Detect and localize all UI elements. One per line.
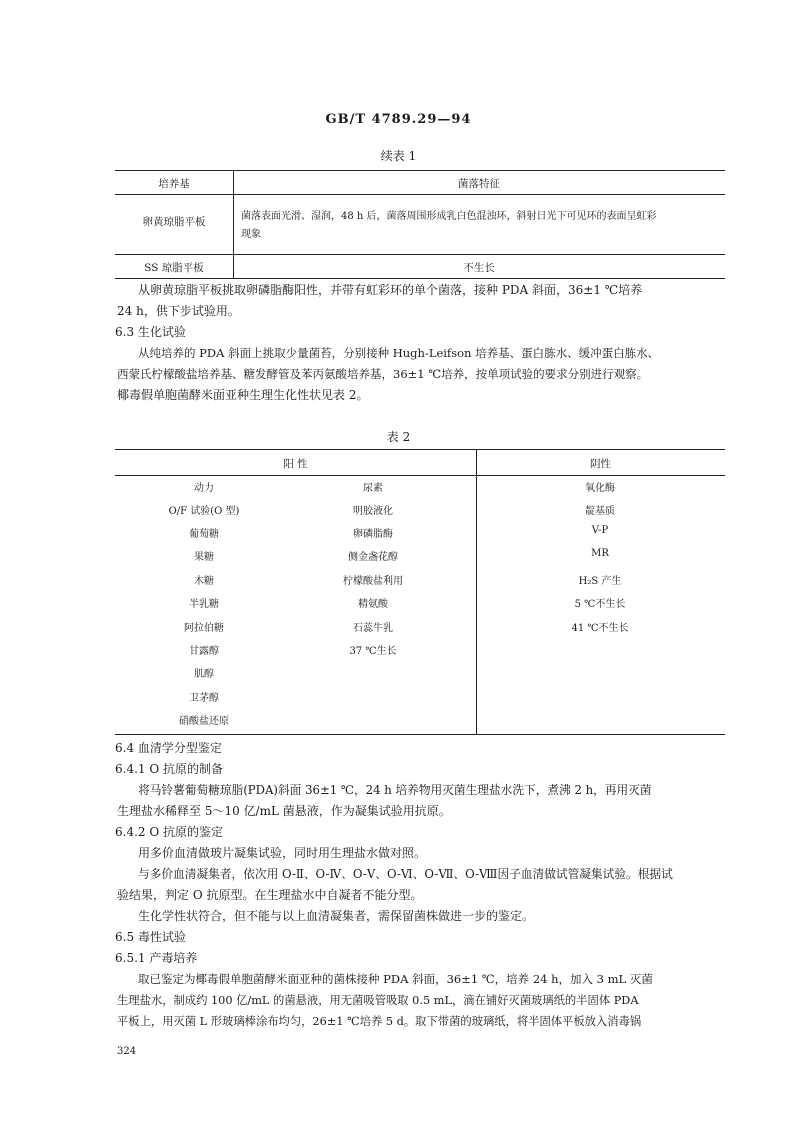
table1-row1-feature-line1: 菌落表面光滑、湿润，48 h 后，菌落周围形成乳白色混浊环，斜射日光下可见环的表面呈虹彩 — [241, 211, 657, 222]
table2-cell: H₂S 产生 — [578, 576, 622, 587]
table2-cell: 半乳糖 — [189, 599, 219, 610]
table2-cell: 37 ℃生长 — [349, 646, 397, 657]
section-6-5-1-heading: 6.5.1 产毒培养 — [115, 951, 198, 965]
standard-number-header: GB/T 4789.29—94 — [325, 112, 472, 127]
table1-header-feature: 菌落特征 — [458, 178, 500, 190]
table2-cell: 甘露醇 — [189, 646, 219, 657]
table2-cell: 木糖 — [194, 576, 214, 587]
table2-cell: 侧金盏花醇 — [348, 552, 398, 563]
section-6-4-heading: 6.4 血清学分型鉴定 — [115, 741, 222, 755]
table2-cell: 肌醇 — [194, 669, 214, 680]
table2-cell: 41 ℃不生长 — [571, 623, 629, 634]
table1-row2-medium: SS 琼脂平板 — [144, 262, 204, 274]
paragraph-line: 用多价血清做玻片凝集试验，同时用生理盐水做对照。 — [138, 846, 427, 860]
paragraph-line: 24 h，供下步试验用。 — [117, 304, 240, 318]
table1-row2-feature: 不生长 — [463, 262, 495, 274]
paragraph-line: 生化学性状符合，但不能与以上血清凝集者，需保留菌株做进一步的鉴定。 — [138, 909, 535, 923]
section-6-4-2-heading: 6.4.2 O 抗原的鉴定 — [115, 825, 224, 839]
table2-cell: 氧化酶 — [585, 483, 615, 494]
table2-bottom-rule — [115, 734, 725, 735]
paragraph-line: 将马铃薯葡萄糖琼脂(PDA)斜面 36±1 ℃，24 h 培养物用灭菌生理盐水洗下，煮沸 2 h，再用灭菌 — [138, 783, 652, 797]
table1-bottom-rule — [115, 278, 725, 279]
paragraph-line: 与多价血清凝集者，依次用 O-Ⅱ、O-Ⅳ、O-Ⅴ、O-Ⅵ、O-Ⅶ、O-Ⅷ因子血清做试管凝集试验。根据试 — [138, 867, 673, 881]
table1-row1-feature-line2: 现象 — [241, 229, 261, 240]
paragraph-line: 从卵黄琼脂平板挑取卵磷脂酶阳性，并带有虹彩环的单个菌落，接种 PDA 斜面，36±1 ℃培养 — [138, 283, 643, 297]
table2-cell: 果糖 — [194, 552, 214, 563]
paragraph-line: 验结果，判定 O 抗原型。在生理盐水中自凝者不能分型。 — [117, 888, 423, 902]
table1-caption: 续表 1 — [380, 149, 417, 163]
table2-cell: 明胶液化 — [353, 506, 393, 517]
table1-row1-medium: 卵黄琼脂平板 — [142, 216, 206, 228]
table2-cell: O/F 试验(O 型) — [168, 506, 240, 517]
table2-cell: MR — [591, 548, 609, 559]
section-6-4-1-heading: 6.4.1 O 抗原的制备 — [115, 762, 224, 776]
table2-cell: 硝酸盐还原 — [179, 716, 229, 727]
paragraph-line: 生理盐水，制成约 100 亿/mL 的菌悬液，用无菌吸管吸取 0.5 mL，滴在铺好灭菌玻璃纸的半固体 PDA — [117, 994, 639, 1007]
table2-cell: 阿拉伯糖 — [184, 623, 224, 634]
table2-cell: 石蕊牛乳 — [353, 623, 393, 634]
table2-cell: 5 ℃不生长 — [574, 599, 626, 610]
table2-cell: 卵磷脂酶 — [353, 529, 393, 540]
table1-top-rule — [115, 170, 725, 171]
table2-cell: 靛基质 — [585, 506, 615, 517]
table2-header-rule — [115, 475, 725, 476]
table2-cell: 尿素 — [363, 483, 383, 494]
paragraph-line: 椰毒假单胞菌酵米面亚种生理生化性状见表 2。 — [117, 388, 369, 402]
section-6-3-heading: 6.3 生化试验 — [115, 325, 186, 339]
section-6-5-heading: 6.5 毒性试验 — [115, 930, 186, 944]
paragraph-line: 生理盐水稀释至 5～10 亿/mL 菌悬液，作为凝集试验用抗原。 — [117, 804, 451, 818]
table2-cell: 卫茅醇 — [189, 693, 219, 704]
table2-cell: 葡萄糖 — [189, 529, 219, 540]
table2-caption: 表 2 — [386, 430, 411, 444]
table2-cell: 柠檬酸盐利用 — [343, 576, 403, 587]
paragraph-line: 西蒙氏柠檬酸盐培养基、糖发酵管及苯丙氨酸培养基，36±1 ℃培养，按单项试验的要求分别进行观察。 — [117, 367, 649, 381]
table2-cell: V-P — [591, 525, 609, 536]
table2-header-negative: 阴性 — [590, 458, 611, 470]
table2-cell: 动力 — [194, 483, 214, 494]
paragraph-line: 取已鉴定为椰毒假单胞菌酵米面亚种的菌株接种 PDA 斜面，36±1 ℃，培养 24 h，加入 3 mL 灭菌 — [138, 972, 653, 986]
paragraph-line: 平板上，用灭菌 L 形玻璃棒涂布均匀，26±1 ℃培养 5 d。取下带菌的玻璃纸，将半固体平板放入消毒锅 — [117, 1015, 642, 1028]
table1-header-rule — [115, 194, 725, 195]
table1-row-rule — [115, 254, 725, 255]
table2-cell: 精氨酸 — [358, 599, 388, 610]
page-number: 324 — [117, 1046, 137, 1057]
paragraph-line: 从纯培养的 PDA 斜面上挑取少量菌苔，分别接种 Hugh-Leifson 培养基、蛋白胨水、缓冲蛋白胨水、 — [138, 346, 660, 360]
table2-column-divider — [476, 449, 477, 734]
table2-header-positive: 阳 性 — [283, 458, 308, 470]
table2-top-rule — [115, 449, 725, 450]
table1-header-medium: 培养基 — [158, 178, 190, 190]
